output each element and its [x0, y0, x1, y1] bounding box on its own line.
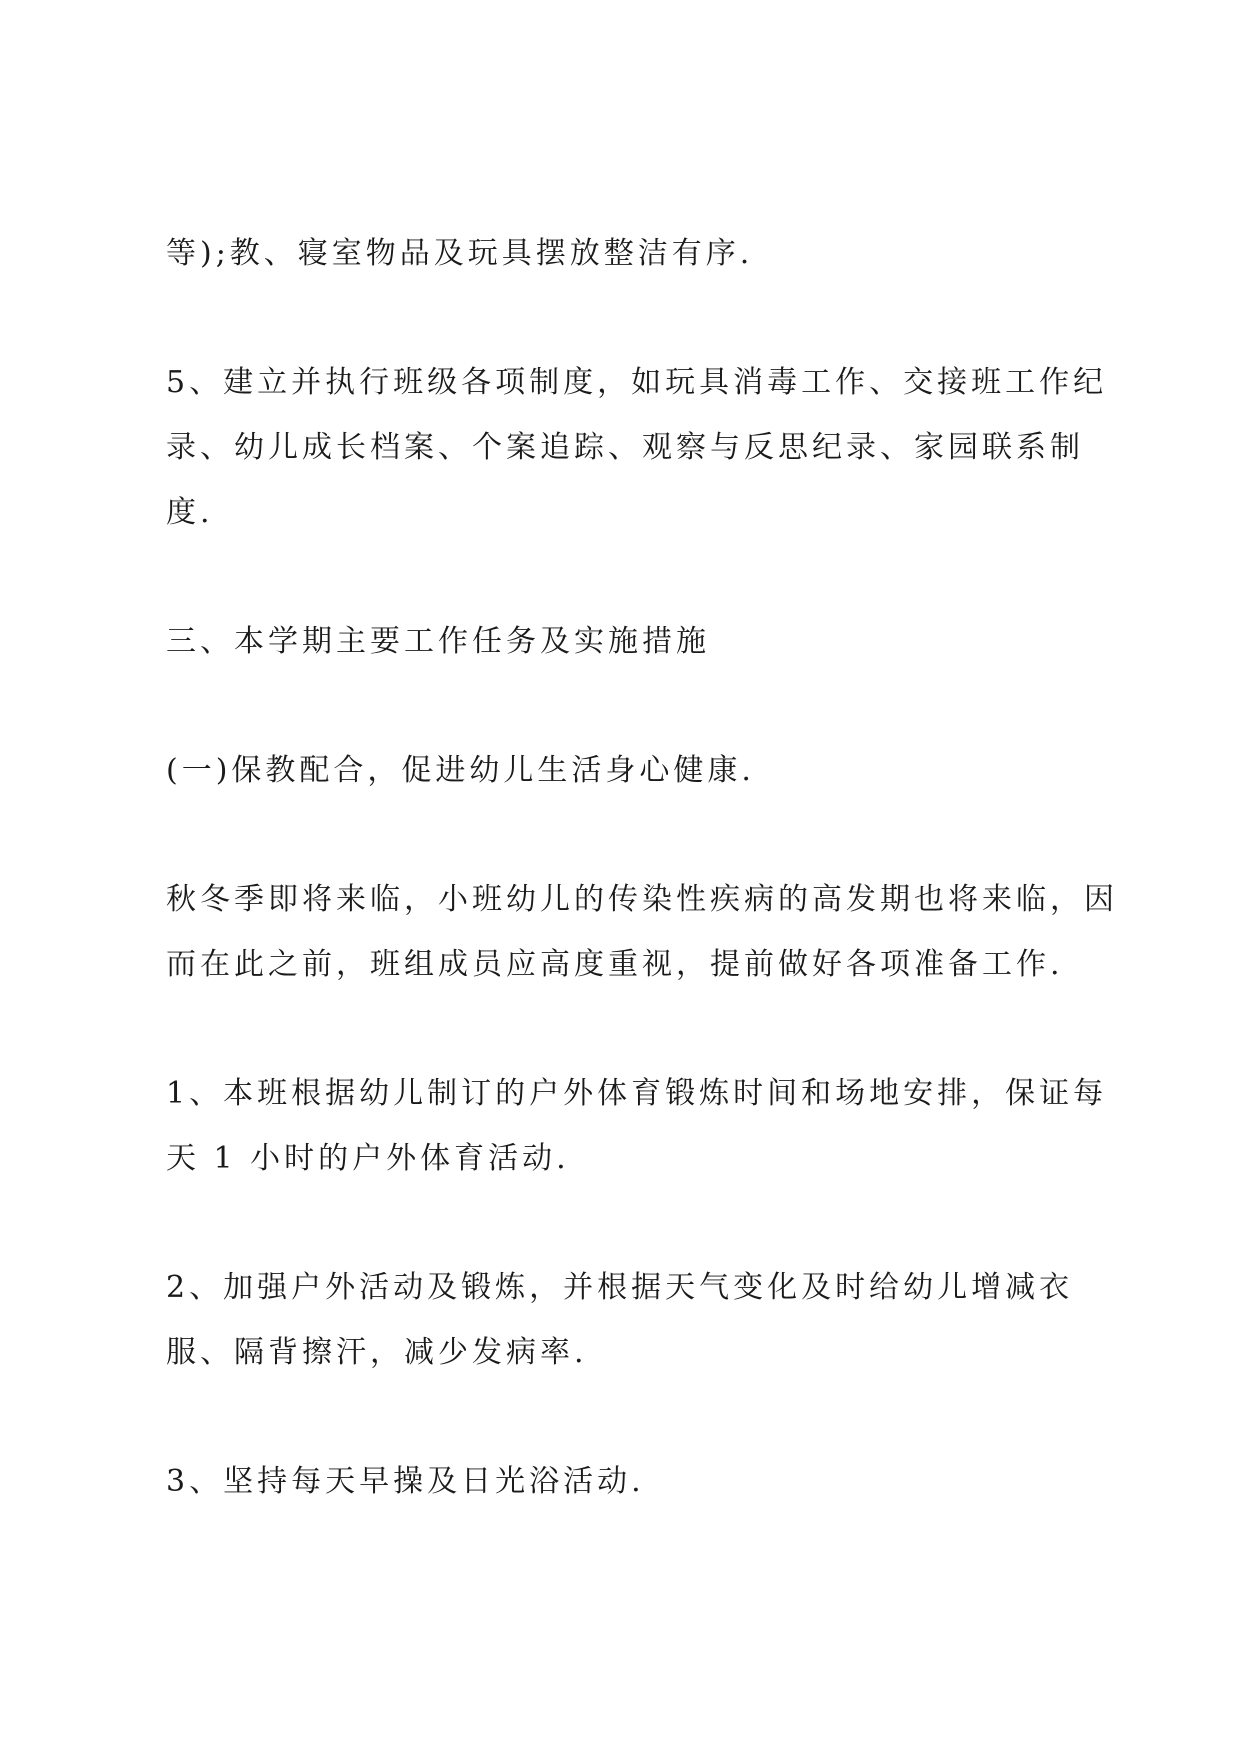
- text-line: 天 1 小时的户外体育活动.: [166, 1141, 570, 1176]
- subsection-heading: (一)保教配合，促进幼儿生活身心健康.: [166, 753, 755, 788]
- text-line: 5、建立并执行班级各项制度，如玩具消毒工作、交接班工作纪: [166, 365, 1108, 400]
- text-line: 2、加强户外活动及锻炼，并根据天气变化及时给幼儿增减衣: [166, 1270, 1074, 1305]
- text-line: 服、隔背擦汗，减少发病率.: [166, 1335, 588, 1370]
- section-heading: 三、本学期主要工作任务及实施措施: [166, 624, 710, 659]
- text-line: 等);教、寝室物品及玩具摆放整洁有序.: [166, 236, 754, 271]
- text-line: 1、本班根据幼儿制订的户外体育锻炼时间和场地安排，保证每: [166, 1076, 1108, 1111]
- text-line: 3、坚持每天早操及日光浴活动.: [166, 1464, 645, 1499]
- text-line: 度.: [166, 495, 214, 530]
- text-line: 而在此之前，班组成员应高度重视，提前做好各项准备工作.: [166, 947, 1064, 982]
- text-line: 秋冬季即将来临，小班幼儿的传染性疾病的高发期也将来临，因: [166, 882, 1118, 917]
- text-line: 录、幼儿成长档案、个案追踪、观察与反思纪录、家园联系制: [166, 430, 1084, 465]
